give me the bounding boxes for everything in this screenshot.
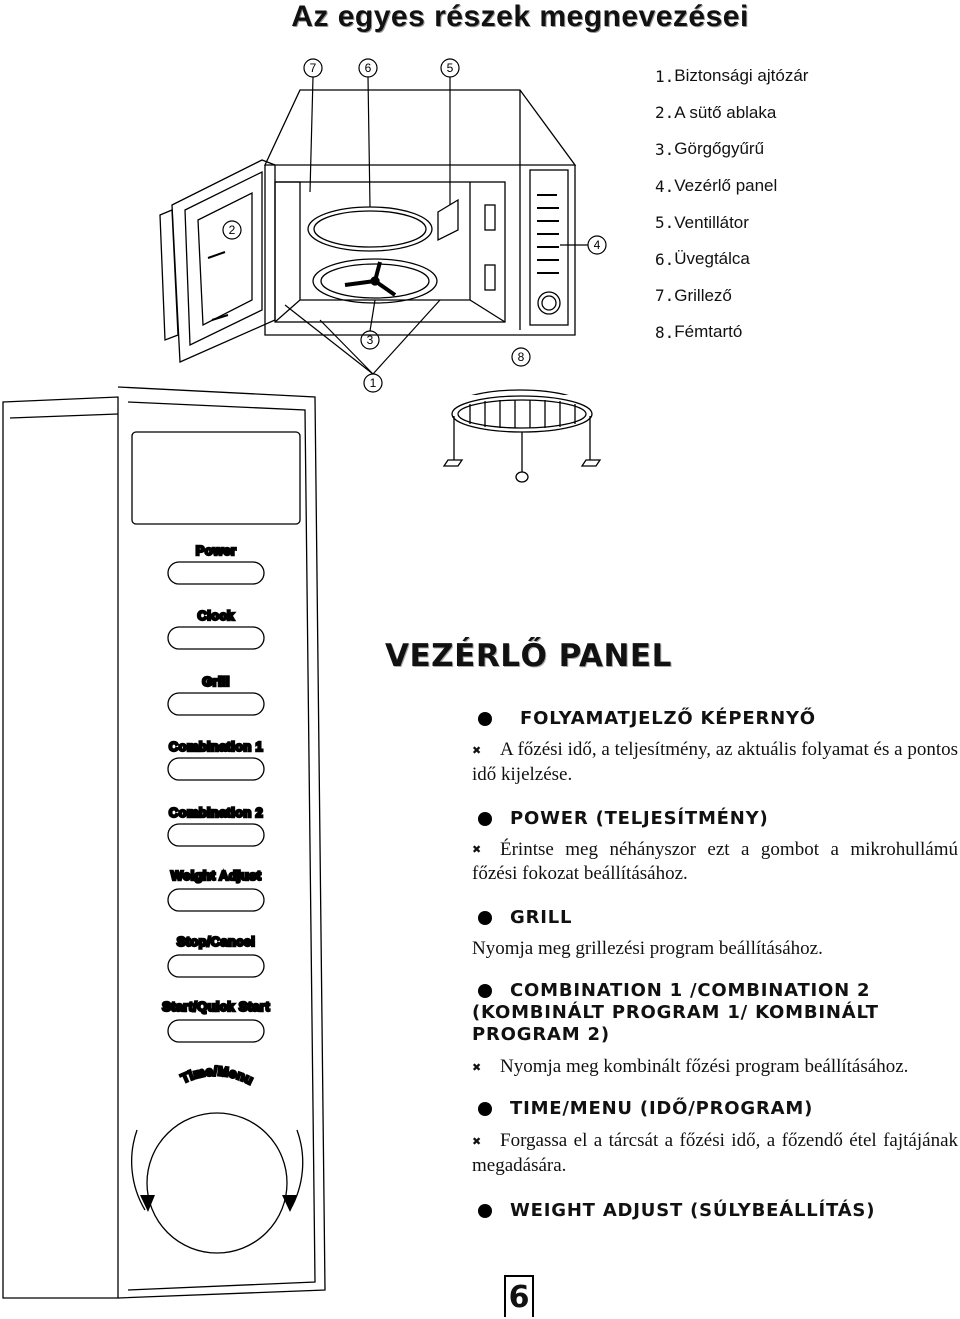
section-text-display: ✖ A főzési idő, a teljesítmény, az aktuális folyamat és a pontos idő kijelzése. <box>472 739 958 785</box>
cross-bullet-icon: ✖ <box>472 1060 482 1074</box>
section-text-power: ✖ Érintse meg néhányszor ezt a gombot a mikrohullámú főzési fokozat beállításához. <box>472 838 958 885</box>
panel-label-start-quick-start: Start/Quick Start <box>162 999 270 1014</box>
metal-rack-illustration <box>440 392 610 487</box>
list-item: 5. Ventillátor <box>655 212 749 233</box>
list-item: 8. Fémtartó <box>655 322 743 342</box>
microwave-illustration <box>140 50 640 395</box>
panel-label-combination-1: Combination 1 <box>168 739 264 754</box>
panel-label-stop-cancel: Stop/Cancel <box>176 934 256 949</box>
panel-label-power: Power <box>195 543 237 558</box>
callout-3: 3 <box>366 333 374 347</box>
callout-8: 8 <box>517 350 525 364</box>
section-title: VEZÉRLŐ PANEL <box>385 638 672 674</box>
section-heading-time-menu: TIME/MENU (IDŐ/PROGRAM) <box>472 1098 958 1120</box>
callout-6: 6 <box>364 61 372 75</box>
bullet-icon <box>478 911 492 925</box>
bullet-icon <box>478 812 492 826</box>
cross-bullet-icon: ✖ <box>472 743 482 757</box>
list-item: 7. Grillező <box>655 285 732 306</box>
control-panel-illustration <box>0 385 340 1300</box>
panel-label-weight-adjust: Weight Adjust <box>170 868 262 883</box>
list-item: 4. Vezérlő panel <box>655 176 778 196</box>
section-heading-weight: WEIGHT ADJUST (SÚLYBEÁLLÍTÁS) <box>472 1200 958 1222</box>
list-item: 1. Biztonsági ajtózár <box>655 66 809 86</box>
callout-2: 2 <box>228 223 236 237</box>
bullet-icon <box>478 1204 492 1218</box>
list-item: 2. A sütő ablaka <box>655 102 777 123</box>
bullet-icon <box>478 712 492 726</box>
page-number: 6 <box>504 1275 534 1317</box>
section-heading-grill: GRILL <box>472 907 958 929</box>
cross-bullet-icon: ✖ <box>472 1134 482 1148</box>
list-item: 6. Üvegtálca <box>655 249 750 269</box>
bullet-icon <box>478 1102 492 1116</box>
section-heading-combination: COMBINATION 1 /COMBINATION 2 (KOMBINÁLT PROGRAM 1/ KOMBINÁLT PROGRAM 2) <box>472 980 879 1046</box>
panel-label-combination-2: Combination 2 <box>168 805 264 820</box>
panel-label-grill: Grill <box>202 674 230 689</box>
callout-4: 4 <box>593 238 601 252</box>
cross-bullet-icon: ✖ <box>472 843 482 857</box>
parts-list <box>655 58 955 351</box>
panel-label-time-menu: Time/Menu <box>178 1063 257 1088</box>
callout-5: 5 <box>446 61 454 75</box>
callout-1: 1 <box>369 376 377 390</box>
section-heading-display: FOLYAMATJELZŐ KÉPERNYŐ <box>472 708 958 730</box>
section-text-combination: ✖ Nyomja meg kombinált főzési program beállításához. <box>472 1055 958 1080</box>
section-text-grill: Nyomja meg grillezési program beállításához. <box>472 938 823 960</box>
control-panel-descriptions <box>472 700 958 1222</box>
panel-label-clock: Clock <box>197 608 235 623</box>
section-text-time-menu: ✖ Forgassa el a tárcsát a főzési idő, a főzendő étel fajtájának megadására. <box>472 1129 958 1176</box>
section-heading-power: POWER (TELJESÍTMÉNY) <box>472 808 958 830</box>
page-title: Az egyes részek megnevezései <box>291 0 749 33</box>
list-item: 3. Görgőgyűrű <box>655 139 765 159</box>
callout-7: 7 <box>309 61 317 75</box>
